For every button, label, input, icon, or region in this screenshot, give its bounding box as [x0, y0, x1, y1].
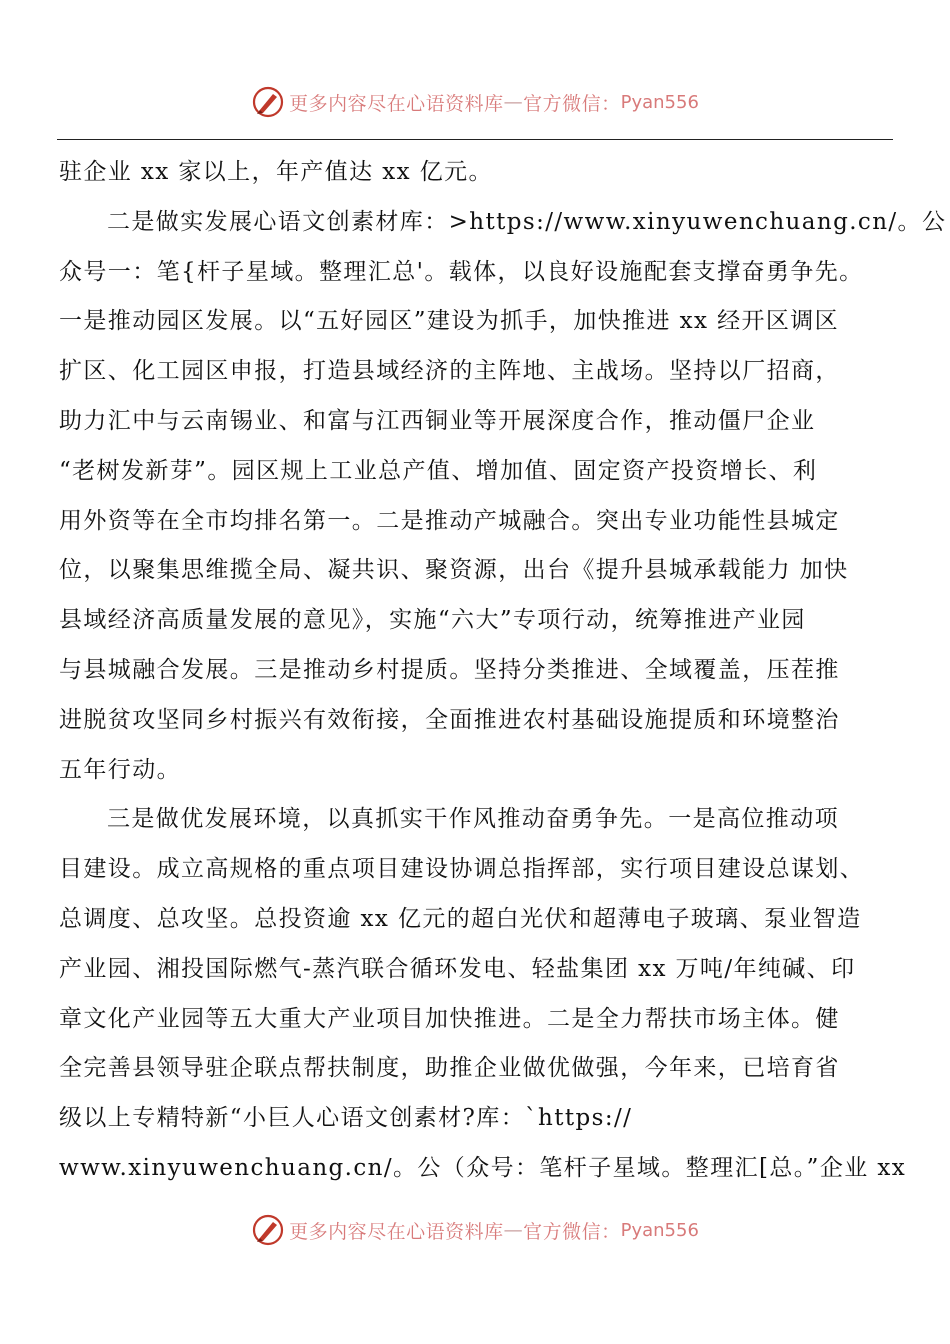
header-wechat-id: Pyan556: [620, 91, 699, 113]
text-line: 一是推动园区发展。以“五好园区”建设为抓手，加快推进 xx 经开区调区: [59, 308, 840, 335]
header-divider: [57, 139, 893, 140]
text-line: 扩区、化工园区申报，打造县域经济的主阵地、主战场。坚持以厂招商，: [59, 358, 840, 385]
footer-banner-text: 更多内容尽在心语资料库: [289, 1220, 504, 1243]
footer-banner: [0, 1208, 950, 1252]
text-line: 用外资等在全市均排名第一。二是推动产城融合。突出专业功能性县城定: [59, 507, 840, 534]
document-body: [59, 148, 947, 1194]
text-line: “老树发新芽”。园区规上工业总产值、增加值、固定资产投资增长、利: [59, 457, 818, 484]
header-banner-dash: —: [503, 91, 524, 113]
text-line: 五年行动。: [59, 756, 181, 783]
footer-banner-suffix: 官方微信：: [523, 1220, 621, 1243]
text-line: 三是做优发展环境，以真抓实干作风推动奋勇争先。一是高位推动项: [107, 806, 839, 833]
text-line: 章文化产业园等五大重大产业项目加快推进。二是全力帮扶市场主体。健: [59, 1005, 840, 1032]
footer-wechat-id: Pyan556: [620, 1219, 699, 1241]
text-line: 二是做实发展心语文创素材库：>https://www.xinyuwenchuang.cn/。公: [107, 208, 947, 235]
text-line: 县域经济高质量发展的意见》，实施“六大”专项行动，统筹推进产业园: [59, 607, 806, 634]
text-line: 进脱贫攻坚同乡村振兴有效衔接，全面推进农村基础设施提质和环境整治: [59, 706, 840, 733]
text-line: 与县城融合发展。三是推动乡村提质。坚持分类推进、全域覆盖，压茬推: [59, 656, 840, 683]
text-line: 产业园、湘投国际燃气-蒸汽联合循环发电、轻盐集团 xx 万吨/年纯碱、印: [59, 955, 856, 982]
header-banner-suffix: 官方微信：: [523, 92, 621, 115]
header-banner: [0, 80, 950, 124]
footer-banner-dash: —: [503, 1219, 524, 1241]
text-line: 驻企业 xx 家以上，年产值达 xx 亿元。: [59, 159, 493, 185]
text-line: 位，以聚集思维揽全局、凝共识、聚资源，出台《提升县城承载能力 加快: [59, 557, 849, 584]
header-banner-text: 更多内容尽在心语资料库: [289, 92, 504, 115]
pen-logo-icon: [251, 1213, 285, 1247]
text-line: 目建设。成立高规格的重点项目建设协调总指挥部，实行项目建设总谋划、: [59, 856, 865, 883]
text-line: www.xinyuwenchuang.cn/。公（众号：笔杆子星域。整理汇[总。”企业 xx: [59, 1154, 907, 1181]
text-line: 级以上专精特新“小巨人心语文创素材?库：`https://: [59, 1105, 633, 1132]
text-line: 众号一：笔{杆子星域。整理汇总'。载体，以良好设施配套支撑奋勇争先。: [59, 258, 864, 285]
text-line: 全完善县领导驻企联点帮扶制度，助推企业做优做强，今年来，已培育省: [59, 1055, 840, 1082]
text-line: 总调度、总攻坚。总投资逾 xx 亿元的超白光伏和超薄电子玻璃、泵业智造: [59, 905, 862, 932]
text-line: 助力汇中与云南锡业、和富与江西铜业等开展深度合作，推动僵尸企业: [59, 407, 816, 434]
pen-logo-icon: [251, 85, 285, 119]
